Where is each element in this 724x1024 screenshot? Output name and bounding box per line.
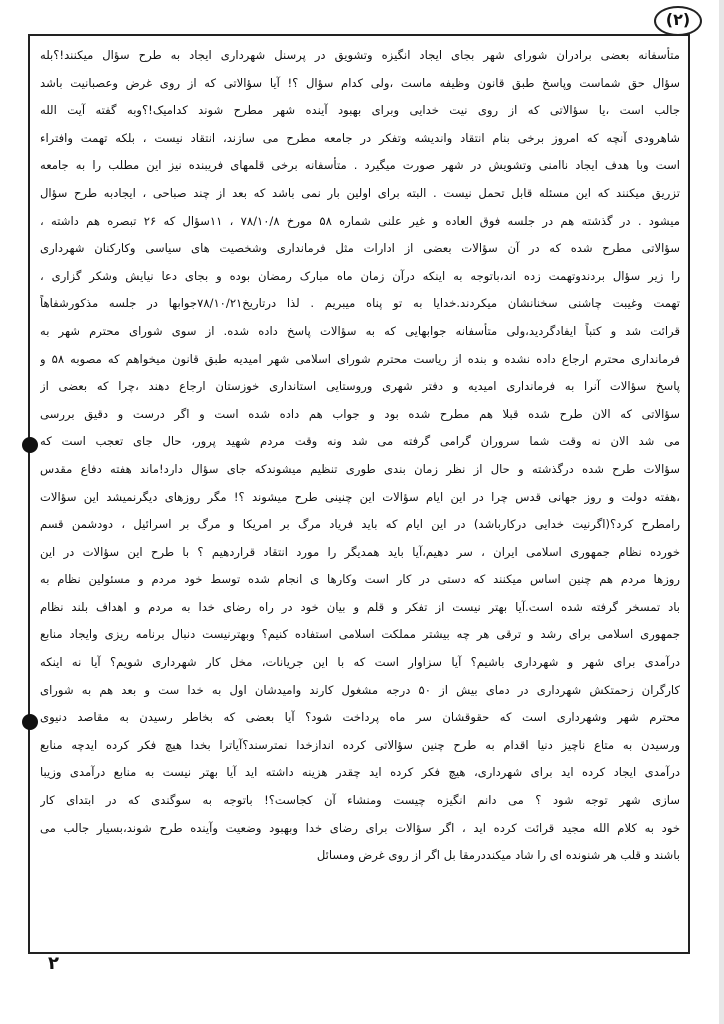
- text-line: جمهوری اسلامی برای رشد و ترقی هر چه بیشتر مملکت اسلامی استفاده کنیم؟ وبهترنیست دنبال برنامه ریزی وایجاد منابع: [40, 627, 680, 642]
- text-line: خورده نظام جمهوری اسلامی ایران ، سر دهیم،آیا باید همدیگر را مورد انتقاد قراردهیم ؟ با طرح این سؤالات در این: [40, 544, 680, 559]
- text-line: سؤال حق شماست وپاسخ طبق قانون وظیفه ماست ،ولی کدام سؤال ؟! آیا سؤالاتی که از روی غرض وعصبانیت باشد: [40, 75, 680, 90]
- text-line: سؤالاتی که الان طرح شده قبلا هم مطرح شده بود و جواب هم داده شده است و اگر درست و دقیق بررسی: [40, 406, 680, 421]
- text-line: ورسیدن به متاع ناچیز دنیا اقدام به طرح چنین سؤالاتی کرده اندازخدا نمترسند؟آیاترا بخدا هیچ فکر کرده ایدچه منابع: [40, 737, 680, 752]
- text-line: می شد الان نه وقت شما سروران گرامی گرفته می شد ونه وقت مردم شهید پرور، حال جای تعجب است که: [40, 434, 680, 449]
- text-line: ،هفته دولت و روز جهانی قدس چرا در این ایام سؤالات این چنینی طرح میشوند ؟! مگر روزهای دیگرنمیشد این سؤالات: [40, 489, 680, 504]
- page-number: ۲: [48, 953, 59, 974]
- text-line: محترم شهر وشهرداری است که حقوقشان سر ماه پرداخت شود؟ آیا بعضی که بخاطر رسیدن به مقاصد دنیوی: [40, 710, 680, 725]
- text-line: متأسفانه بعضی برادران شورای شهر بجای ایجاد انگیزه وتشویق در پرسنل شهرداری ایجاد به طرح سؤال میکنند!؟بله: [40, 48, 680, 62]
- text-line: باد تمسخر گرفته شده است.آیا بهتر نیست از تفکر و قلم و بیان خود در راه رضای خدا به مردم و اهداف بلند نظام: [40, 599, 680, 614]
- text-line: جالب است ،یا سؤالاتی که از روی نیت خدایی وبرای بهبود آینده شهر مطرح شوند کدامیک!؟وبه گفته آیت الله: [40, 103, 680, 118]
- text-line: را زیر سؤال بردندوتهمت زده اند،باتوجه به اینکه درآن زمان ماه مبارک رمضان بوده و بجای دعا نیایش وشکر گزاری ،: [40, 268, 680, 283]
- text-line: است وبا هدف ایجاد ناامنی وتشویش در شهر صورت میگیرد . متأسفانه برخی قلمهای فریبنده نیز این مطلب را به جامعه: [40, 158, 680, 173]
- text-line: پاسخ سؤالات آنرا به فرمانداری امیدیه و دفتر شهری وروستایی استانداری خوزستان ارجاع دهند ،چرا که بعضی از: [40, 379, 680, 394]
- text-line: سازی شهر توجه شود ؟ می دانم انگیزه چیست ومنشاء آن کجاست؟! باتوجه به سوگندی که در ابتدای کار: [40, 793, 680, 808]
- scan-edge: [719, 0, 724, 1024]
- text-line: میشود . در گذشته هم در جلسه فوق العاده و غیر علنی شماره ۵۸ مورخ ۷۸/۱۰/۸ ، ۱۱سؤال که ۲۶ تبصره هم داشته ،: [40, 213, 680, 228]
- punch-hole-mark: [22, 714, 38, 730]
- text-line: فرمانداری محترم ارجاع داده نشده و بنده از ریاست محترم شورای اسلامی شهر امیدیه طبق قانون میخواهم که مصوبه ۵۸ و: [40, 351, 680, 366]
- text-line: شاهرودی آنچه که امروز برخی بنام انتقاد واندیشه وتفکر در جامعه مطرح می سازند، انتقاد نیست ، بلکه تهمت وافتراء: [40, 130, 680, 145]
- text-line: سؤالات طرح شده درگذشته و حال از نظر زمان بندی طوری تنظیم میشوندکه جای سؤال دارد!ماند هفته دفاع مقدس: [40, 461, 680, 476]
- text-line: تهمت وغیبت چاشنی سخنانشان میکردند.خدایا به تو پناه میبریم . لذا درتاریخ۷۸/۱۰/۲۱جوابها در جلسه مذکورشفاهاً: [40, 296, 680, 311]
- text-line: تزریق میکنند که این مسئله قابل تحمل نیست . البته برای اولین بار نمی باشد که بعد از چند صباحی ، ایجادبه طرح سؤال: [40, 185, 680, 200]
- text-line: خود به کلام الله مجید قرائت کرده اید ، اگر سؤالات برای رضای خدا وبهبود وضعیت وآینده طرح شوند،بسیار جالب می: [40, 820, 680, 835]
- text-line: سؤالاتی مطرح شده که در آن سؤالات بعضی از ادارات مثل فرمانداری وشخصیت های سیاسی وکارکنان شهرداری: [40, 241, 680, 256]
- punch-hole-mark: [22, 437, 38, 453]
- text-line: رامطرح کرد؟(اگرنیت خدایی درکارباشد) در این ایام که باید فریاد مرگ بر امریکا و مرگ بر اسرائیل ، دودشمن قسم: [40, 517, 680, 532]
- text-line: قرائت شد و کتباً ایفادگردید،ولی متأسفانه جوابهایی که به سؤالات پاسخ داده شده. از سوی شورای محترم شهر به: [40, 323, 680, 338]
- page-number-circle: (٢): [654, 6, 702, 36]
- letter-body: [40, 42, 680, 870]
- text-line: روزها مردم هم چنین اساس میکنند که دستی در کار است وکارها ی انجام شده توسط خود مردم و مسئولین نظام به: [40, 572, 680, 587]
- text-line: باشند و قلب هر شنونده ای را شاد میکنددرمقا بل اگر از روی غرض ومسائل: [316, 848, 680, 863]
- text-line: درآمدی برای شهر و شهرداری باشیم؟ آیا سزاوار است که با این جریانات، مخل کار شهرداری شویم؟ آیا نه اینکه: [40, 655, 680, 670]
- text-line: کارگران زحمتکش شهرداری در دمای بیش از ۵۰ درجه مشغول کارند وامیدشان اول به خدا ست و بعد هم به شورای: [40, 682, 680, 697]
- text-line: درآمدی ایجاد کرده اید برای شهرداری، هیچ فکر کرده اید چقدر هزینه داشته اید آیا بهتر نیست به منابع درآمدی وزیبا: [40, 765, 680, 780]
